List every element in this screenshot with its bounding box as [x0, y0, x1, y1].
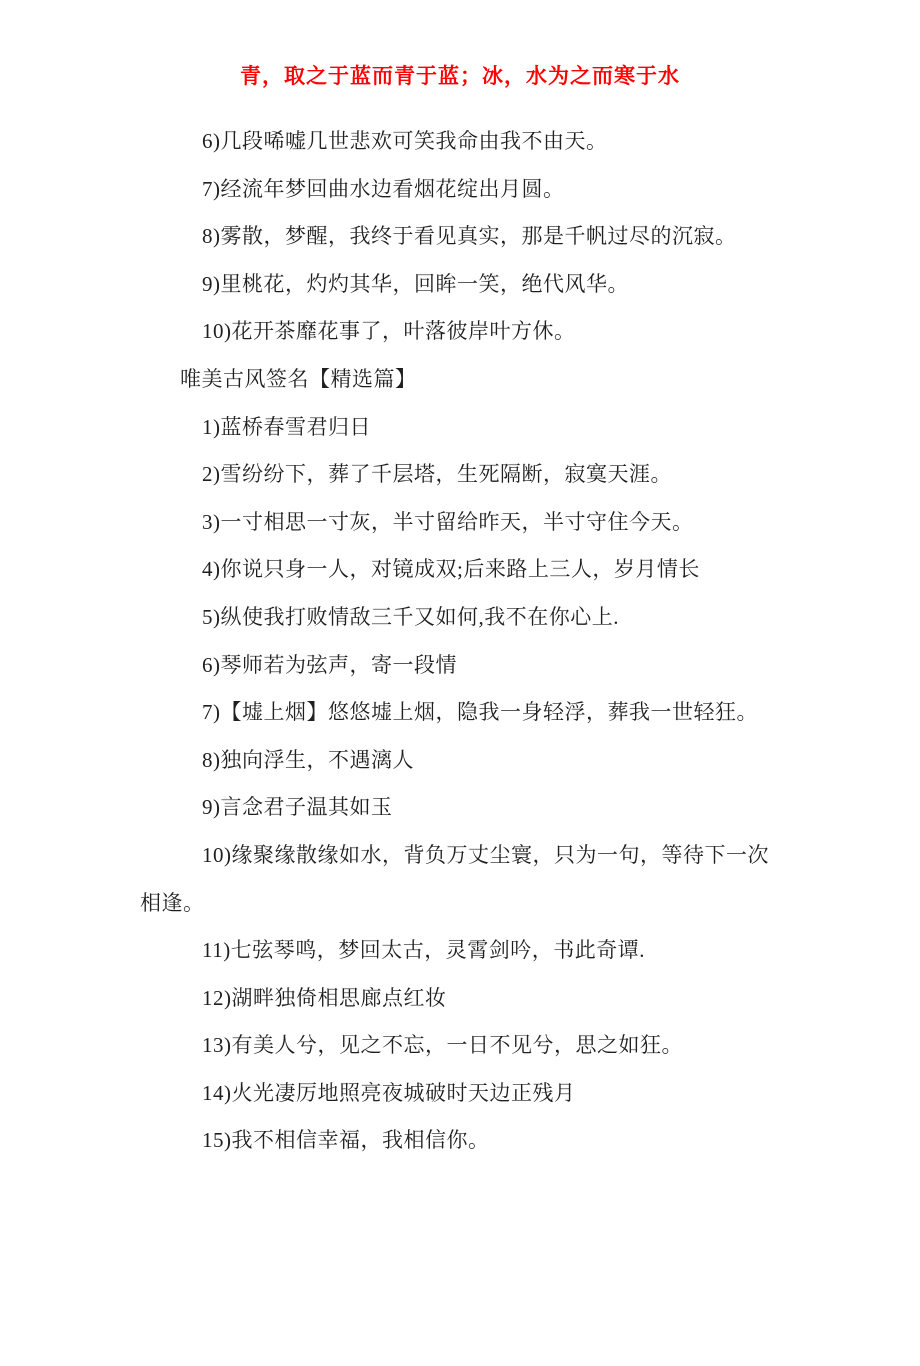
list-item: 4)你说只身一人，对镜成双;后来路上三人，岁月情长: [202, 557, 700, 582]
page: [0, 64, 920, 1165]
list-item: 3)一寸相思一寸灰，半寸留给昨天，半寸守住今天。: [202, 509, 694, 534]
list-item: 8)雾散，梦醒，我终于看见真实，那是千帆过尽的沉寂。: [202, 224, 737, 249]
document-body: [140, 118, 784, 1165]
list-item: 9)言念君子温其如玉: [202, 795, 393, 820]
list-item: 9)里桃花，灼灼其华，回眸一笑，绝代风华。: [202, 271, 629, 296]
page-title: 青，取之于蓝而青于蓝；冰，水为之而寒于水: [240, 65, 680, 88]
list-item: 10)花开茶靡花事了，叶落彼岸叶方休。: [202, 319, 576, 344]
list-item: 6)几段唏嘘几世悲欢可笑我命由我不由天。: [202, 129, 608, 153]
list-item: 5)纵使我打败情敌三千又如何,我不在你心上.: [202, 604, 619, 629]
list-item: 15)我不相信幸福，我相信你。: [202, 1128, 490, 1153]
list-item: 8)独向浮生，不遇漓人: [202, 747, 414, 772]
list-item: 6)琴师若为弦声，寄一段情: [202, 652, 457, 677]
list-item: 13)有美人兮，见之不忘，一日不见兮，思之如狂。: [202, 1033, 683, 1058]
list-item: 7)【墟上烟】悠悠墟上烟，隐我一身轻浮，葬我一世轻狂。: [202, 700, 758, 725]
list-item: 1)蓝桥春雪君归日: [202, 414, 371, 439]
list-item: 10)缘聚缘散缘如水，背负万丈尘寰，只为一句，等待下一次相逢。: [140, 842, 769, 915]
list-item: 12)湖畔独倚相思廊点红妆: [202, 985, 447, 1010]
list-item: 14)火光凄厉地照亮夜城破时天边正残月: [202, 1080, 576, 1105]
list-item: 11)七弦琴鸣，梦回太古，灵霄剑吟，书此奇谭.: [202, 938, 645, 963]
list-item: 2)雪纷纷下，葬了千层塔，生死隔断，寂寞天涯。: [202, 462, 672, 487]
section-heading: 唯美古风签名【精选篇】: [180, 366, 417, 391]
list-item: 7)经流年梦回曲水边看烟花绽出月圆。: [202, 176, 565, 201]
